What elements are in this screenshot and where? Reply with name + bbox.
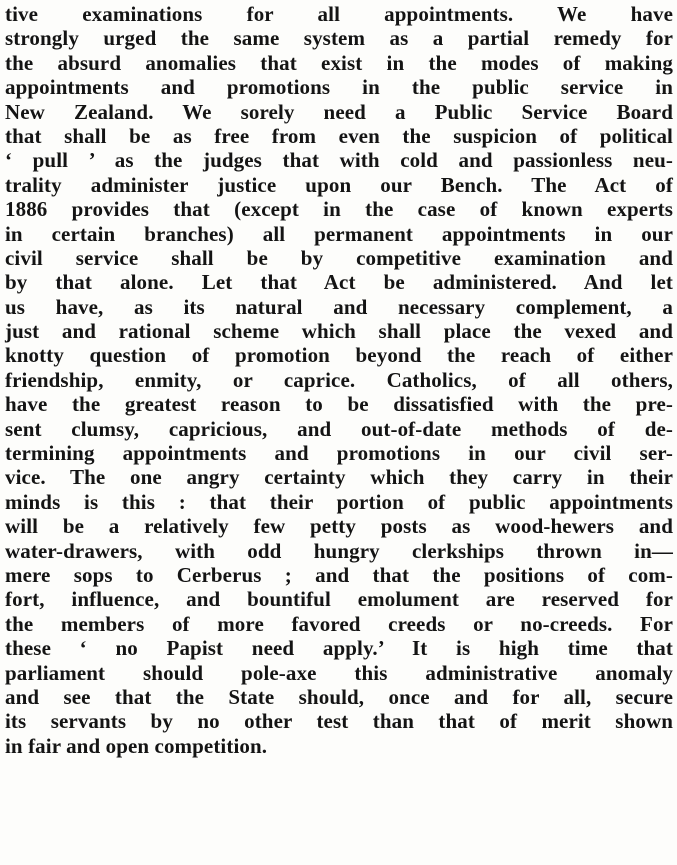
text-line: that shall be as free from even the suspicion of political — [5, 123, 673, 148]
text-line: knotty question of promotion beyond the reach of either — [5, 343, 673, 368]
text-line: ‘ pull ’ as the judges that with cold and passionless neu- — [5, 148, 673, 173]
text-line: these ‘ no Papist need apply.’ It is high time that — [5, 636, 673, 661]
text-line: friendship, enmity, or caprice. Catholics, of all others, — [5, 367, 673, 392]
text-line: tive examinations for all appointments. We have — [5, 2, 673, 26]
text-line: by that alone. Let that Act be administered. And let — [5, 270, 673, 295]
text-line: 1886 provides that (except in the case of known experts — [5, 197, 673, 222]
text-line: strongly urged the same system as a partial remedy for — [5, 26, 673, 51]
text-line: in certain branches) all permanent appointments in our — [5, 221, 673, 246]
text-line: the absurd anomalies that exist in the modes of making — [5, 50, 673, 75]
text-line: its servants by no other test than that of merit shown — [5, 709, 673, 734]
text-line: vice. The one angry certainty which they carry in their — [5, 465, 673, 490]
text-line-last: in fair and open competition. — [5, 733, 268, 758]
text-line: mere sops to Cerberus ; and that the positions of com- — [5, 562, 673, 587]
text-line: sent clumsy, capricious, and out-of-date methods of de- — [5, 416, 673, 441]
text-line: trality administer justice upon our Bench. The Act of — [5, 172, 673, 197]
text-line: have the greatest reason to be dissatisfied with the pre- — [5, 392, 673, 417]
text-line: water-drawers, with odd hungry clerkships thrown in— — [5, 538, 673, 563]
article-text — [5, 2, 673, 758]
text-line: just and rational scheme which shall place the vexed and — [5, 319, 673, 344]
text-line: minds is this : that their portion of public appointments — [5, 489, 673, 514]
text-line: the members of more favored creeds or no-creeds. For — [5, 611, 673, 636]
text-line: appointments and promotions in the public service in — [5, 75, 673, 100]
text-line: and see that the State should, once and for all, secure — [5, 684, 673, 709]
text-line: parliament should pole-axe this administrative anomaly — [5, 660, 673, 685]
text-line: will be a relatively few petty posts as wood-hewers and — [5, 514, 673, 539]
text-line: New Zealand. We sorely need a Public Service Board — [5, 99, 673, 124]
text-line: us have, as its natural and necessary complement, a — [5, 294, 673, 319]
text-line: civil service shall be by competitive examination and — [5, 245, 673, 270]
text-line: termining appointments and promotions in our civil ser- — [5, 441, 673, 466]
text-line: fort, influence, and bountiful emolument are reserved for — [5, 587, 673, 612]
